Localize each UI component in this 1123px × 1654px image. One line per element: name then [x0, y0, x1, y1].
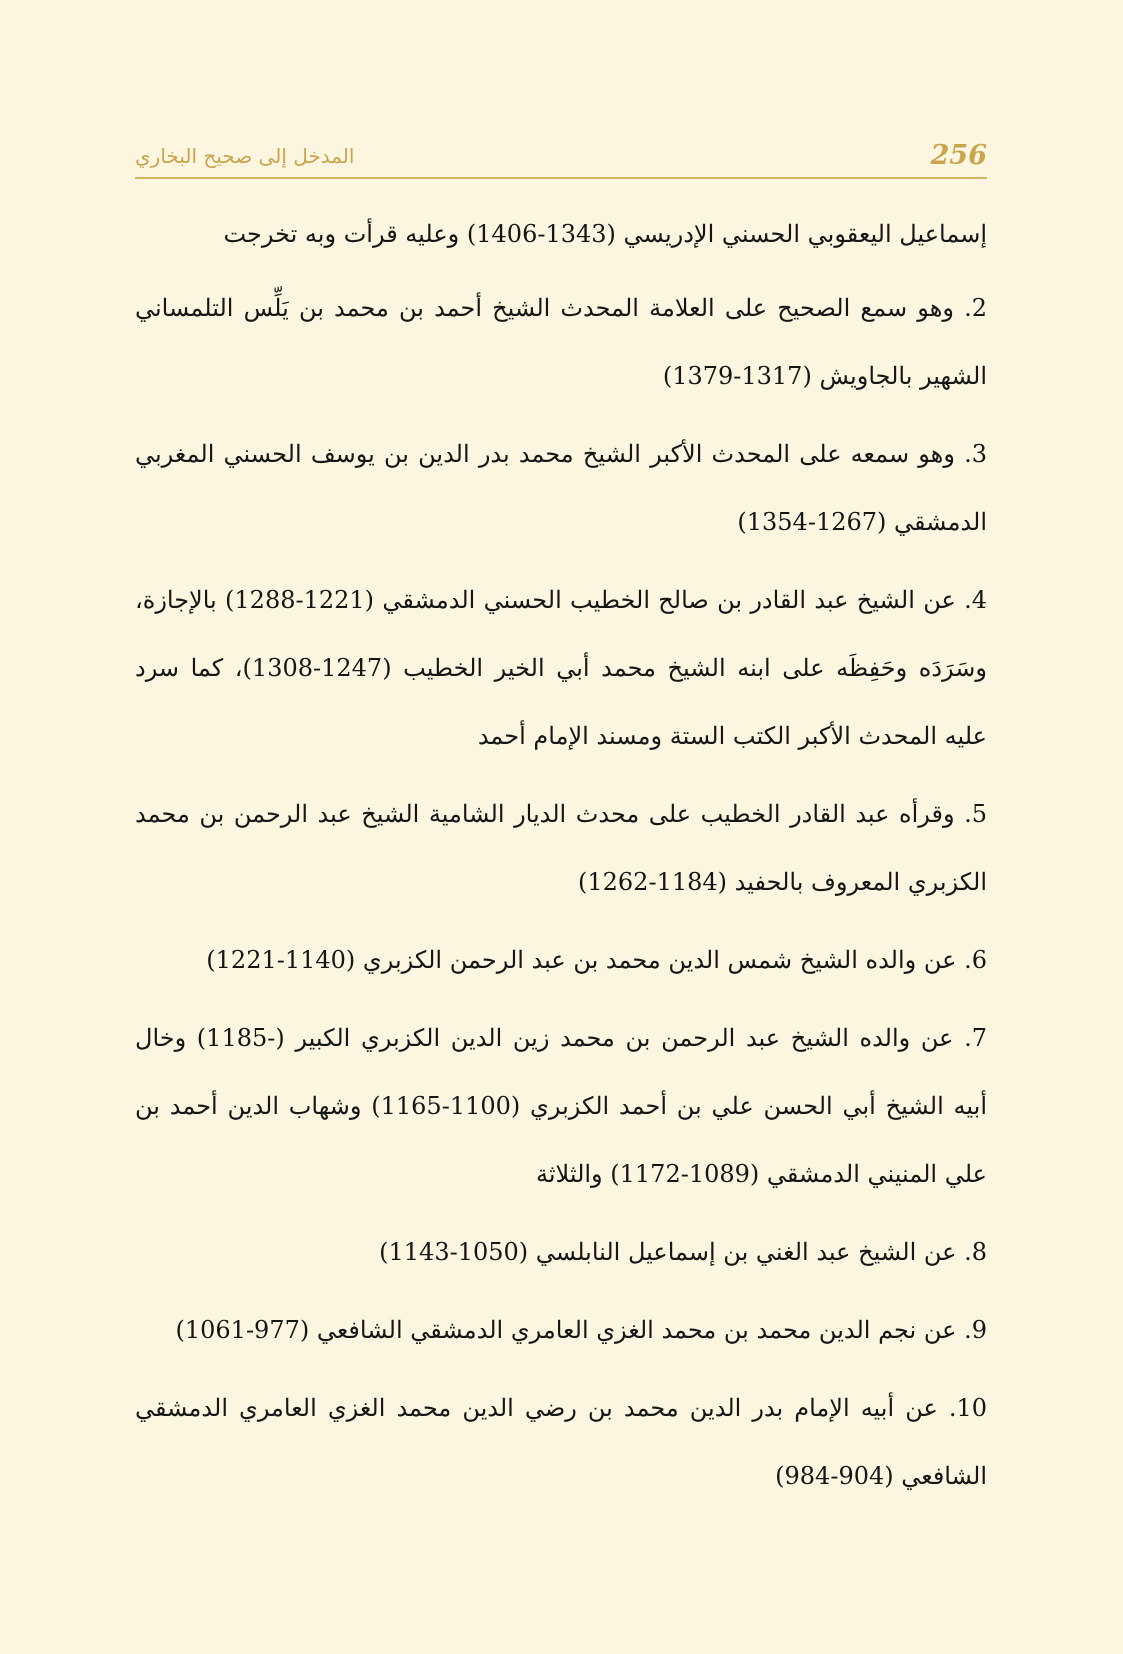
list-item-10: 10. عن أبيه الإمام بدر الدين محمد بن رضي الدين محمد الغزي العامري الدمشقي الشافعي (904-984) — [135, 1394, 988, 1490]
header-divider — [135, 177, 987, 179]
list-item-2: 2. وهو سمع الصحيح على العلامة المحدث الشيخ أحمد بن محمد بن يَلِّس التلمساني الشهير بالجاويش (1317-1379) — [135, 294, 987, 390]
list-item-5: 5. وقرأه عبد القادر الخطيب على محدث الديار الشامية الشيخ عبد الرحمن بن محمد الكزبري المعروف بالحفيد (1184-1262) — [135, 800, 987, 896]
running-title: المدخل إلى صحيح البخاري — [135, 144, 355, 168]
page-header — [135, 134, 987, 180]
book-page — [135, 0, 987, 1654]
list-item-3: 3. وهو سمعه على المحدث الأكبر الشيخ محمد بدر الدين بن يوسف الحسني المغربي الدمشقي (1267-1354) — [135, 440, 987, 536]
list-item-9: 9. عن نجم الدين محمد بن محمد الغزي العامري الدمشقي الشافعي (977-1061) — [175, 1316, 987, 1344]
list-item-7: 7. عن والده الشيخ عبد الرحمن بن محمد زين الدين الكزبري الكبير (-1185) وخال أبيه الشيخ أبي الحسن علي بن أحمد الكزبري (1100-1165) وشهاب الدين أحمد بن علي المنيني الدمشقي (1089-1172) والثلاثة — [135, 1024, 987, 1188]
paragraph-continuation: إسماعيل اليعقوبي الحسني الإدريسي (1343-1406) وعليه قرأت وبه تخرجت — [223, 220, 987, 248]
list-item-4: 4. عن الشيخ عبد القادر بن صالح الخطيب الحسني الدمشقي (1221-1288) بالإجازة، وسَرَدَه وحَفِظَه على ابنه الشيخ محمد أبي الخير الخطيب (1247-1308)، كما سرد عليه المحدث الأكبر الكتب الستة ومسند الإمام أحمد — [135, 586, 987, 750]
list-item-6: 6. عن والده الشيخ شمس الدين محمد بن عبد الرحمن الكزبري (1140-1221) — [206, 946, 987, 974]
body-text — [135, 200, 987, 1520]
page-number: 256 — [930, 140, 987, 171]
list-item-8: 8. عن الشيخ عبد الغني بن إسماعيل النابلسي (1050-1143) — [379, 1238, 987, 1266]
